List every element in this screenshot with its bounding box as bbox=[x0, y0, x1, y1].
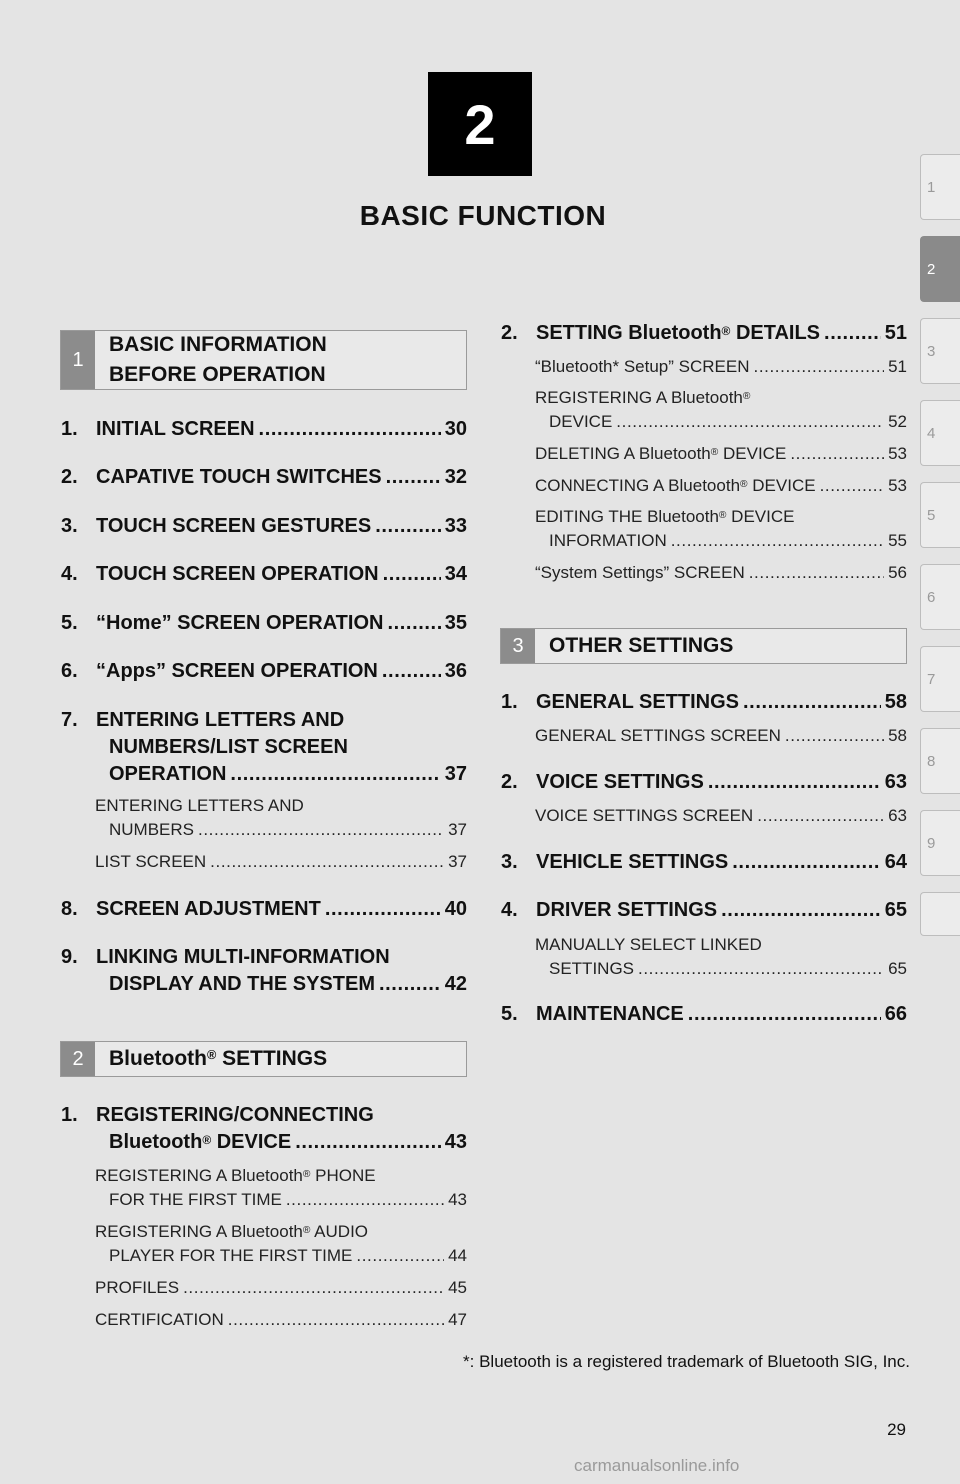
section-header-3 bbox=[500, 628, 907, 664]
toc-sub-system-settings[interactable]: “System Settings” SCREEN ..... 56 bbox=[535, 561, 907, 585]
toc-sub-connect-device[interactable]: CONNECTING A Bluetooth® DEVICE ..... 53 bbox=[535, 474, 907, 498]
section-header-2 bbox=[60, 1041, 467, 1077]
side-tab-1[interactable]: 1 bbox=[920, 154, 960, 220]
toc-sub-general-settings-screen[interactable]: GENERAL SETTINGS SCREEN ..... 58 bbox=[535, 724, 907, 748]
toc-entry-entering-letters[interactable]: 7. ENTERING LETTERS AND NUMBERS/LIST SCREEN OPERATION ..... 37 bbox=[61, 707, 467, 791]
side-tab-3[interactable]: 3 bbox=[920, 318, 960, 384]
section-number: 2 bbox=[61, 1042, 95, 1076]
toc-sub-bt-setup-screen[interactable]: “Bluetooth* Setup” SCREEN ..... 51 bbox=[535, 355, 907, 379]
toc-entry-linking-display[interactable]: 9. LINKING MULTI-INFORMATION DISPLAY AND THE SYSTEM ..... 42 bbox=[61, 944, 467, 1000]
toc-sub-manually-select[interactable]: MANUALLY SELECT LINKED SETTINGS ..... 65 bbox=[535, 933, 907, 981]
toc-sub-register-device[interactable]: REGISTERING A Bluetooth® DEVICE ..... 52 bbox=[535, 386, 907, 434]
toc-sub-profiles[interactable]: PROFILES ..... 45 bbox=[95, 1276, 467, 1300]
toc-sub-list-screen[interactable]: LIST SCREEN ..... 37 bbox=[95, 850, 467, 874]
watermark: carmanualsonline.info bbox=[574, 1456, 740, 1475]
section-title: OTHER SETTINGS bbox=[549, 634, 734, 657]
side-tab-5[interactable]: 5 bbox=[920, 482, 960, 548]
side-tab-4[interactable]: 4 bbox=[920, 400, 960, 466]
page-number: 29 bbox=[887, 1420, 906, 1439]
toc-sub-delete-device[interactable]: DELETING A Bluetooth® DEVICE ..... 53 bbox=[535, 442, 907, 466]
side-tab-9[interactable]: 9 bbox=[920, 810, 960, 876]
side-tab-blank bbox=[920, 892, 960, 936]
footnote: *: Bluetooth is a registered trademark of Bluetooth SIG, Inc. bbox=[463, 1352, 910, 1371]
toc-sub-edit-device[interactable]: EDITING THE Bluetooth® DEVICE INFORMATION ..... 55 bbox=[535, 505, 907, 553]
toc-sub-voice-settings-screen[interactable]: VOICE SETTINGS SCREEN ..... 63 bbox=[535, 804, 907, 828]
chapter-number: 2 bbox=[464, 92, 496, 156]
chapter-title: BASIC FUNCTION bbox=[359, 200, 607, 231]
toc-sub-register-audio[interactable]: REGISTERING A Bluetooth® AUDIO PLAYER FOR THE FIRST TIME ..... 44 bbox=[95, 1220, 467, 1268]
section-header-1 bbox=[60, 330, 467, 390]
section-title: BASIC INFORMATION BEFORE OPERATION bbox=[109, 333, 327, 386]
side-tab-6[interactable]: 6 bbox=[920, 564, 960, 630]
section-title: Bluetooth ® SETTINGS bbox=[109, 1047, 328, 1070]
side-tab-8[interactable]: 8 bbox=[920, 728, 960, 794]
section-number: 3 bbox=[501, 629, 535, 663]
toc-sub-entering-numbers[interactable]: ENTERING LETTERS AND NUMBERS ..... 37 bbox=[95, 794, 467, 842]
section-number: 1 bbox=[61, 331, 95, 389]
side-tab-7[interactable]: 7 bbox=[920, 646, 960, 712]
toc-entry-registering-connecting[interactable]: 1. REGISTERING/CONNECTING Bluetooth® DEVICE ..... 43 bbox=[61, 1102, 467, 1158]
toc-sub-certification[interactable]: CERTIFICATION ..... 47 bbox=[95, 1308, 467, 1332]
toc-sub-register-phone[interactable]: REGISTERING A Bluetooth® PHONE FOR THE FIRST TIME ..... 43 bbox=[95, 1164, 467, 1212]
side-tab-2[interactable]: 2 bbox=[920, 236, 960, 302]
chapter-number-box bbox=[428, 72, 532, 176]
manual-page: 2 BASIC FUNCTION 1 2 3 4 5 6 7 8 9 1 BASIC INFORMATION BEFORE OPERATION 1. INITIAL SCREEN ..... 30 2. CAPATIVE TOUCH SWITCHES ..... 32 3. TOUCH SCREEN GESTURES ..... 33 4. TOUCH SCREEN OPERATION ..... 34 5. “Home” SCREEN OPERATION ..... 35 6. “Apps” SCREEN OPERATION ..... 36 7. ENTERING LETTERS AND NUMBERS/LIST SCREEN OPERATION ..... 37 ENTERING LETTERS AND NUMBERS ..... 37 LIST SCREEN ..... 37 8. SCREEN ADJUSTMENT ..... 40 9. LINKING MULTI-INFORMATION DISPLAY AND THE SYSTEM ..... 42 2 Bluetooth ® SETTINGS 1. REGISTERING/CONNECTING Bluetooth® DEVICE ..... 43 REGISTERING A Bluetooth® PHONE FOR THE FIRST TIME ..... 43 REGISTERING A Bluetooth® AUDIO PLAYER FOR THE FIRST TIME ..... 44 PROFILES ..... 45 CERTIFICATION ..... 47 2. SETTING Bluetooth® DETAILS ..... 51 “Bluetooth* Setup” SCREEN ..... 51 REGISTERING A Bluetooth® DEVICE ..... 52 DELETING A Bluetooth® DEVICE ..... 53 CONNECTING A Bluetooth® DEVICE ..... 53 EDITING THE Bluetooth® DEVICE INFORMATION ..... 55 “System Settings” SCREEN ..... 56 3 OTHER SETTINGS 1. GENERAL SETTINGS ..... 58 GENERAL SETTINGS SCREEN ..... 58 2. VOICE SETTINGS ..... 63 VOICE SETTINGS SCREEN ..... 63 3. VEHICLE SETTINGS ..... 64 4. DRIVER SETTINGS ..... 65 MANUALLY SELECT LINKED SETTINGS ..... 65 5. MAINTENANCE ..... 66 *: Bluetooth is a registered trademark of Bluetooth SIG, Inc. 29 bbox=[0, 0, 960, 1484]
